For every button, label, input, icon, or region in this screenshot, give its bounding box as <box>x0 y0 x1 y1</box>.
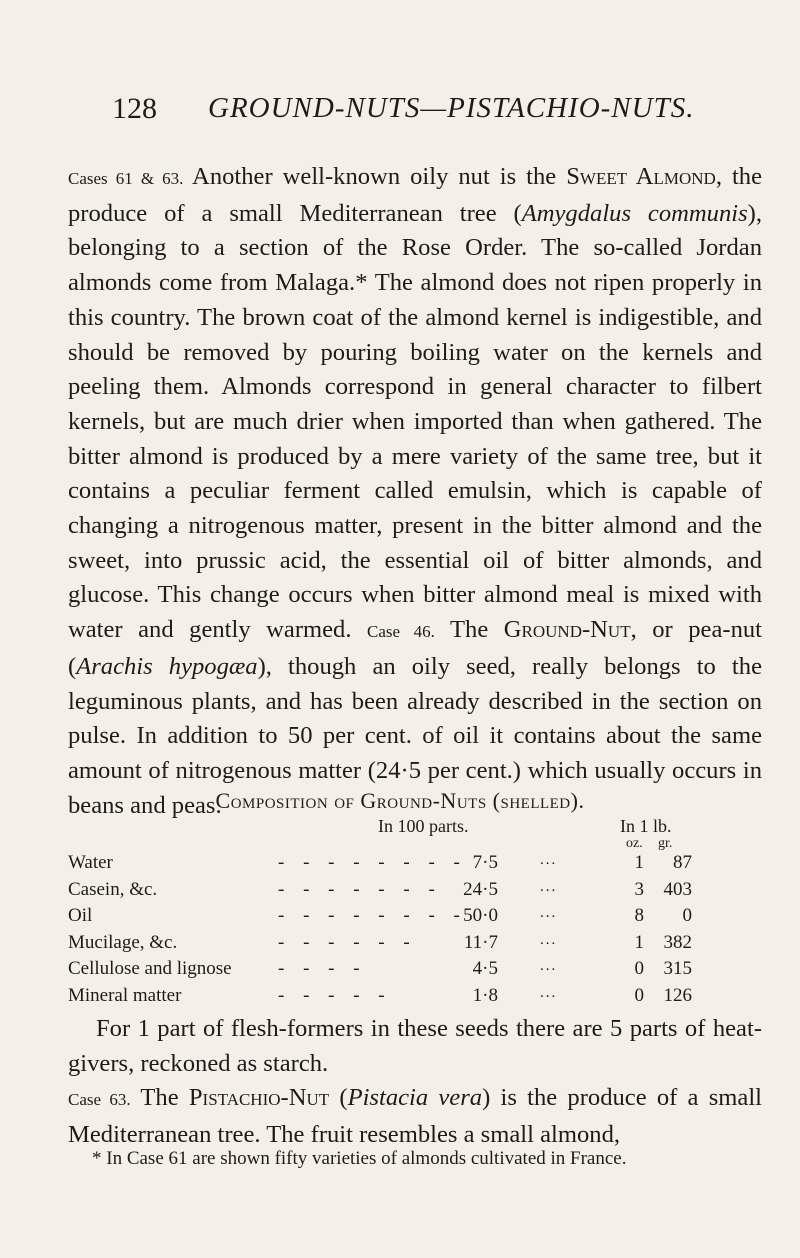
text-run: ), though an oily seed, really belongs to the leguminous plants, and has been already described in the section on pulse. In addition to 50 per cent. of oil it contains about the same amount of nitrogenous matter (24·5 per cent.) which usually occurs in beans and peas. <box>68 652 762 819</box>
text-run: For 1 part of flesh-formers in these seeds there are 5 parts of heat-givers, reckoned as starch. <box>68 1015 762 1077</box>
percent-value: 4·5 <box>472 958 498 979</box>
table-row <box>68 852 768 879</box>
leader-ellipsis: ... <box>540 905 558 921</box>
table-body <box>68 852 768 1011</box>
percent-value: 50·0 <box>463 905 498 926</box>
leader-dashes: - - - - <box>278 958 367 979</box>
grains-value: 0 <box>682 905 692 926</box>
paragraph-heat-givers <box>68 1012 762 1081</box>
main-text <box>68 160 762 823</box>
table-row <box>68 958 768 985</box>
ounces-value: 0 <box>634 958 644 979</box>
ounces-value: 0 <box>634 984 644 1006</box>
ounces-value: 8 <box>634 905 644 926</box>
row-name: Oil <box>68 905 93 926</box>
grains-value: 382 <box>663 931 692 953</box>
column-header-parts: In 100 parts. <box>378 816 469 836</box>
small-caps-term: Ground-Nut <box>503 616 631 644</box>
leader-ellipsis: ... <box>540 984 558 1001</box>
running-head: GROUND-NUTS—PISTACHIO-NUTS. <box>208 92 695 124</box>
column-header-lb: In 1 lb. <box>620 816 672 836</box>
percent-value: 7·5 <box>472 852 498 873</box>
ounces-value: 1 <box>634 852 644 873</box>
small-caps-term: Sweet Almond <box>566 163 716 190</box>
table-title: Composition of Ground-Nuts (shelled). <box>215 788 585 813</box>
leader-dashes: - - - - - - - - <box>278 852 467 873</box>
text-run: , the produce of a small Mediterranean tree ( <box>68 163 763 227</box>
ounces-value: 1 <box>634 931 644 953</box>
page-header <box>112 92 752 132</box>
margin-reference: Cases 61 & 63. <box>68 169 184 188</box>
paragraph-pistachio <box>68 1012 762 1153</box>
leader-ellipsis: ... <box>540 878 558 895</box>
margin-reference: Case 46. <box>367 622 435 642</box>
grains-value: 403 <box>663 878 692 900</box>
grains-value: 126 <box>663 984 692 1006</box>
unit-gr: gr. <box>658 836 673 851</box>
row-name: Mineral matter <box>68 984 182 1006</box>
grains-value: 87 <box>673 852 692 873</box>
text-run: The <box>434 616 504 644</box>
latin-name: Amygdalus communis <box>521 199 748 227</box>
text-run: ) is the produce of a small Mediterranean tree. The fruit resembles a small almond, <box>68 1084 762 1149</box>
leader-ellipsis: ... <box>540 958 558 974</box>
table-row <box>68 879 768 906</box>
leader-dashes: - - - - - <box>278 984 392 1006</box>
leader-ellipsis: ... <box>540 852 558 868</box>
latin-name: Arachis hypogæa <box>76 652 258 680</box>
leader-ellipsis: ... <box>540 931 558 948</box>
percent-value: 1·8 <box>472 984 498 1006</box>
paragraph-almond <box>68 160 762 823</box>
table-column-headers <box>68 814 768 852</box>
table-row <box>68 932 768 959</box>
row-name: Casein, &c. <box>68 878 158 900</box>
margin-reference: Case 63. <box>68 1090 131 1110</box>
row-name: Cellulose and lignose <box>68 958 232 979</box>
text-run: Another well-known oily nut is the <box>183 163 567 190</box>
ounces-value: 3 <box>634 878 644 900</box>
latin-name: Pistacia vera <box>347 1084 483 1112</box>
footnote: * In Case 61 are shown fifty varieties of almonds cultivated in France. <box>92 1148 627 1169</box>
text-run: ( <box>329 1084 348 1112</box>
leader-dashes: - - - - - - - <box>278 878 442 900</box>
paragraph-pistachio-nut <box>68 1081 762 1152</box>
leader-dashes: - - - - - - - - <box>278 905 467 926</box>
percent-value: 11·7 <box>463 931 498 953</box>
text-run: , or pea-nut ( <box>68 616 763 680</box>
text-run: The <box>130 1084 189 1112</box>
row-name: Water <box>68 852 113 873</box>
row-name: Mucilage, &c. <box>68 931 178 953</box>
composition-table <box>68 788 768 1011</box>
unit-oz: oz. <box>626 836 643 851</box>
grains-value: 315 <box>663 958 692 979</box>
small-caps-term: Pistachio-Nut <box>188 1084 330 1112</box>
leader-dashes: - - - - - - <box>278 931 417 953</box>
table-row <box>68 905 768 932</box>
text-run: ), belonging to a section of the Rose Order. The so-called Jordan almonds come from Malaga.* The almond does not ripen properly in this country. The brown coat of the almond kernel is indigestible, and should be removed by pouring boiling water on the kernels and peeling them. Almonds correspond in general character to filbert kernels, but are much drier when imported than when gathered. The bitter almond is produced by a mere variety of the same tree, but it contains a peculiar ferment called emulsin, which is capable of changing a nitrogenous matter, present in the bitter almond and the sweet, into prussic acid, the essential oil of bitter almonds, and glucose. This change occurs when bitter almond meal is mixed with water and gently warmed. <box>68 199 763 644</box>
page-number: 128 <box>112 92 157 125</box>
table-row <box>68 985 768 1012</box>
percent-value: 24·5 <box>463 878 498 900</box>
